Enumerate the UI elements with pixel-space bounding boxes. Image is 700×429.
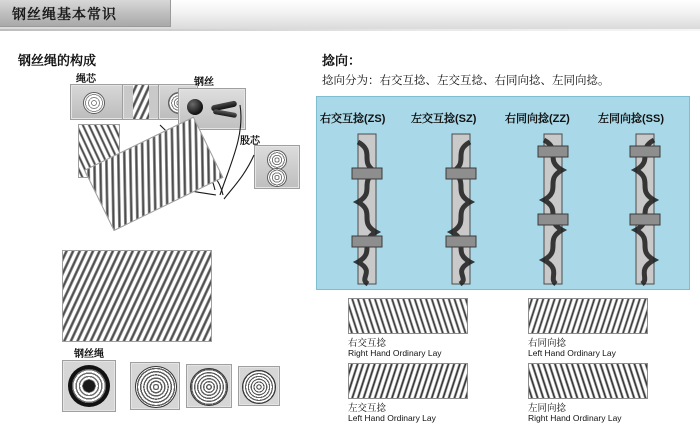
sample-photo-2 (528, 298, 648, 334)
specimen-sz (446, 134, 476, 284)
specimen-zs (352, 134, 382, 284)
lay-column-title-2: 左交互捻(SZ) (411, 113, 477, 125)
label-wire: 钢丝 (194, 77, 214, 88)
sample-caption-cn-1: 右交互捻 (348, 338, 387, 349)
lay-column-title-1: 右交互捻(ZS) (320, 113, 386, 125)
lay-column-title-3: 右同向捻(ZZ) (505, 113, 570, 125)
rope-cross-section-4 (238, 366, 280, 406)
sample-caption-en-3: Left Hand Ordinary Lay (348, 413, 436, 423)
sample-caption-cn-3: 左交互捻 (348, 403, 387, 414)
sample-caption-cn-4: 左同向捻 (528, 403, 567, 414)
specimen-ss (630, 134, 660, 284)
rope-cross-section-1 (62, 360, 116, 412)
sample-caption-en-4: Right Hand Ordinary Lay (528, 413, 622, 423)
page-title: 钢丝绳基本常识 (12, 6, 117, 22)
lay-specimens (316, 128, 688, 288)
header-divider (0, 29, 700, 31)
photo-rope (62, 250, 212, 342)
label-core: 绳芯 (76, 74, 96, 85)
lay-column-title-4: 左同向捻(SS) (598, 113, 664, 125)
sample-caption-en-2: Left Hand Ordinary Lay (528, 348, 616, 358)
specimen-zz (538, 134, 568, 284)
left-section-title: 钢丝绳的构成 (18, 53, 97, 68)
rope-cross-section-2 (130, 362, 180, 410)
sample-caption-en-1: Right Hand Ordinary Lay (348, 348, 442, 358)
right-section-title: 捻向： (322, 53, 362, 68)
sample-photo-4 (528, 363, 648, 399)
rope-cross-section-3 (186, 364, 232, 408)
sample-photo-1 (348, 298, 468, 334)
sample-caption-cn-2: 右同向捻 (528, 338, 567, 349)
right-section-description: 捻向分为：右交互捻、左交互捻、右同向捻、左同向捻。 (322, 75, 610, 87)
label-rope: 钢丝绳 (74, 349, 104, 360)
sample-photo-3 (348, 363, 468, 399)
label-strand-core: 股芯 (240, 136, 260, 147)
page-title-tab (0, 0, 171, 27)
